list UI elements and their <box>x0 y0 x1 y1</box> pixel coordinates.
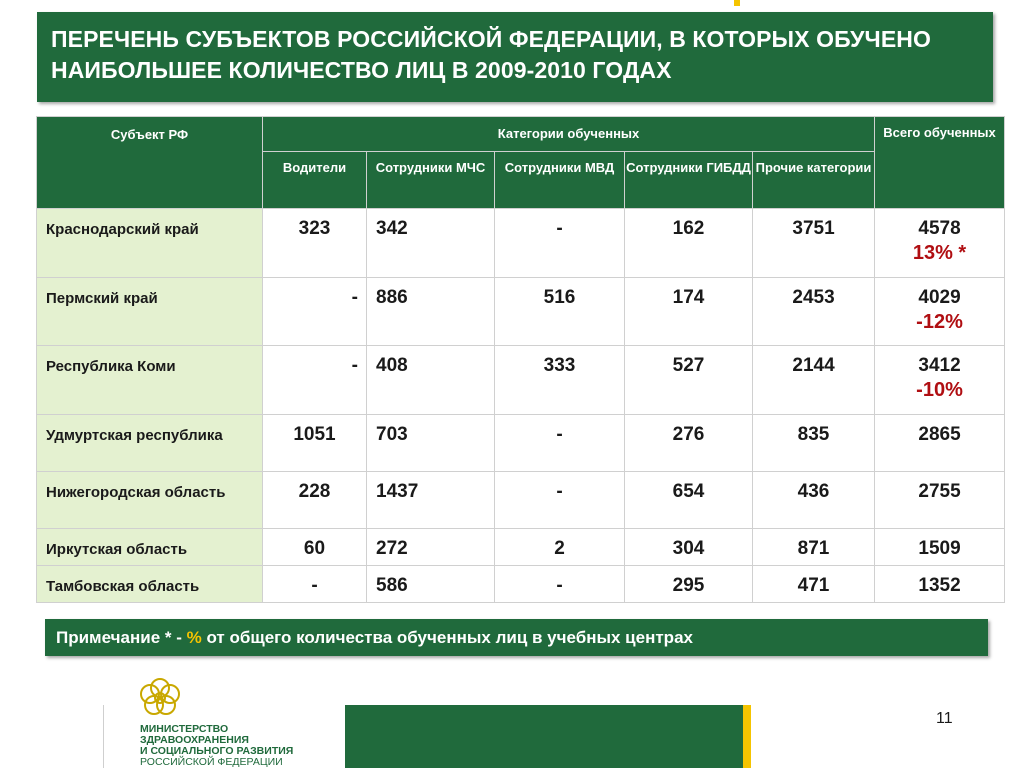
cell-other: 835 <box>753 415 875 472</box>
percent-change: -12% <box>916 311 963 333</box>
table-row <box>37 472 1005 529</box>
cell-total <box>875 346 1005 415</box>
cell-other: 436 <box>753 472 875 529</box>
cell-drivers: 60 <box>263 529 367 566</box>
cell-mchs: 586 <box>367 566 495 603</box>
cell-gibdd: 162 <box>625 209 753 278</box>
logo-line: ЗДРАВООХРАНЕНИЯ <box>140 734 249 746</box>
title-banner <box>37 12 993 102</box>
cell-drivers: 1051 <box>263 415 367 472</box>
cell-other: 871 <box>753 529 875 566</box>
cell-drivers: - <box>263 278 367 346</box>
footnote-star: * <box>952 242 967 264</box>
page-number: 11 <box>936 710 953 727</box>
cell-other: 2144 <box>753 346 875 415</box>
cell-gibdd: 276 <box>625 415 753 472</box>
cell-mvd: - <box>495 415 625 472</box>
total-value: 4578 <box>918 218 961 239</box>
cell-drivers: 228 <box>263 472 367 529</box>
header-drivers: Водители <box>263 151 367 209</box>
note-suffix: от общего количества обученных лиц в учебных центрах <box>201 628 693 647</box>
cell-mchs: 272 <box>367 529 495 566</box>
cell-other: 471 <box>753 566 875 603</box>
note-prefix: Примечание * - <box>56 628 187 647</box>
cell-mvd: - <box>495 472 625 529</box>
percent-value: 13% <box>912 242 953 264</box>
cell-subject: Нижегородская область <box>37 472 263 529</box>
table-row <box>37 209 1005 278</box>
cell-total <box>875 209 1005 278</box>
footer-yellow-bar <box>743 705 751 768</box>
logo-line: РОССИЙСКОЙ ФЕДЕРАЦИИ <box>140 756 283 768</box>
cell-mchs: 703 <box>367 415 495 472</box>
cell-subject: Краснодарский край <box>37 209 263 278</box>
table-row <box>37 346 1005 415</box>
header-gibdd: Сотрудники ГИБДД <box>625 151 753 209</box>
ministry-logo-icon <box>130 676 190 722</box>
cell-subject: Республика Коми <box>37 346 263 415</box>
header-subject: Субъект РФ <box>37 117 263 209</box>
cell-other: 3751 <box>753 209 875 278</box>
cell-other: 2453 <box>753 278 875 346</box>
footer-green-bar <box>345 705 743 768</box>
logo-line: И СОЦИАЛЬНОГО РАЗВИТИЯ <box>140 745 294 757</box>
cell-mchs: 408 <box>367 346 495 415</box>
cell-drivers: - <box>263 566 367 603</box>
cell-gibdd: 174 <box>625 278 753 346</box>
header-total: Всего обученных <box>875 117 1005 209</box>
header-mvd: Сотрудники МВД <box>495 151 625 209</box>
ministry-logo-text <box>140 724 340 768</box>
cell-total: 1509 <box>875 529 1005 566</box>
cell-mchs: 342 <box>367 209 495 278</box>
cell-subject: Иркутская область <box>37 529 263 566</box>
cell-total: 1352 <box>875 566 1005 603</box>
table-row <box>37 529 1005 566</box>
percent-change: -10% <box>916 379 963 401</box>
cell-total: 2755 <box>875 472 1005 529</box>
cell-drivers: - <box>263 346 367 415</box>
cell-mchs: 886 <box>367 278 495 346</box>
percent-change <box>876 241 1003 266</box>
header-mchs: Сотрудники МЧС <box>367 151 495 209</box>
page-title: ПЕРЕЧЕНЬ СУБЪЕКТОВ РОССИЙСКОЙ ФЕДЕРАЦИИ, В КОТОРЫХ ОБУЧЕНО НАИБОЛЬШЕЕ КОЛИЧЕСТВО ЛИЦ В 2009-2010 ГОДАХ <box>51 26 931 83</box>
cell-gibdd: 304 <box>625 529 753 566</box>
cell-subject: Пермский край <box>37 278 263 346</box>
cell-gibdd: 654 <box>625 472 753 529</box>
table-row <box>37 566 1005 603</box>
cell-total: 2865 <box>875 415 1005 472</box>
footnote-banner <box>45 619 988 656</box>
total-value: 3412 <box>918 355 961 376</box>
cell-total <box>875 278 1005 346</box>
table-row <box>37 415 1005 472</box>
header-categories: Категории обученных <box>263 117 875 152</box>
training-table <box>36 116 1005 603</box>
cell-mvd: - <box>495 566 625 603</box>
cell-subject: Тамбовская область <box>37 566 263 603</box>
table-row <box>37 278 1005 346</box>
cell-mvd: - <box>495 209 625 278</box>
cell-gibdd: 527 <box>625 346 753 415</box>
cell-gibdd: 295 <box>625 566 753 603</box>
header-other: Прочие категории <box>753 151 875 209</box>
footer-divider <box>103 705 104 768</box>
cell-mvd: 333 <box>495 346 625 415</box>
total-value: 4029 <box>918 287 961 308</box>
cell-mvd: 516 <box>495 278 625 346</box>
note-percent: % <box>186 628 202 647</box>
logo-line: МИНИСТЕРСТВО <box>140 723 229 735</box>
cell-mvd: 2 <box>495 529 625 566</box>
cell-drivers: 323 <box>263 209 367 278</box>
top-accent-bar <box>734 0 740 6</box>
cell-subject: Удмуртская республика <box>37 415 263 472</box>
cell-mchs: 1437 <box>367 472 495 529</box>
